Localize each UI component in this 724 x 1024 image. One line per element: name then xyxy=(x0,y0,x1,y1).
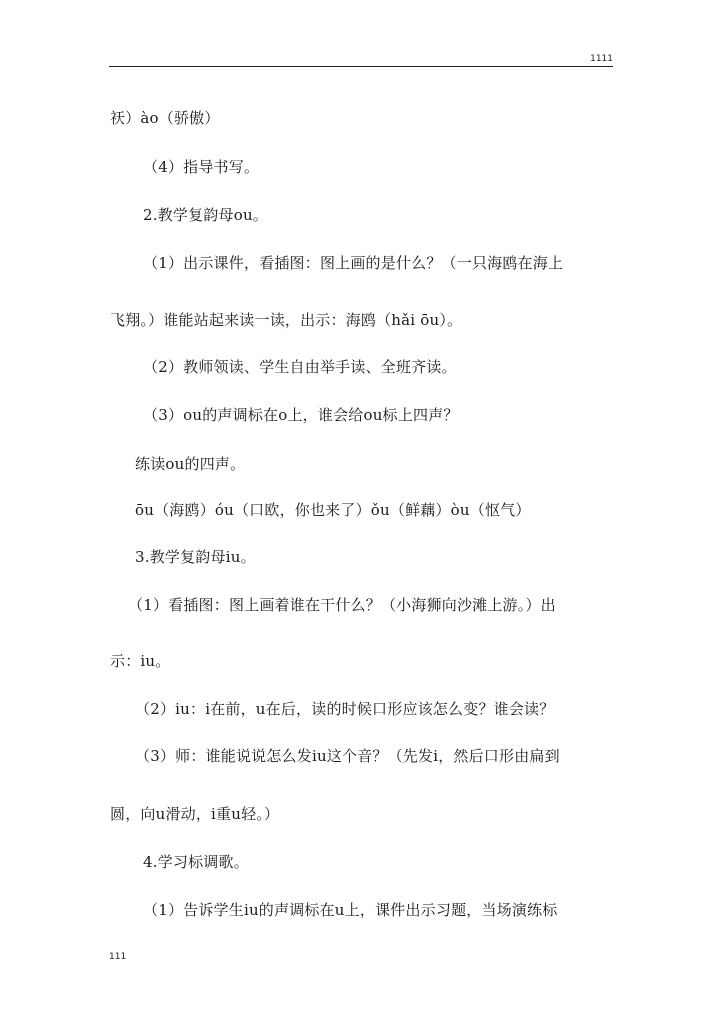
text-line: 2.教学复韵母ou。 xyxy=(143,206,269,224)
text-line: （4）指导书写。 xyxy=(143,158,260,176)
footer-page-number: 111 xyxy=(109,952,127,962)
header-rule xyxy=(109,66,613,67)
text-line: ōu（海鸥）óu（口欧，你也来了）ǒu（鲜藕）òu（怄气） xyxy=(135,501,531,519)
text-line: 飞翔。）谁能站起来读一读，出示：海鸥（hǎi ōu）。 xyxy=(110,311,463,329)
header-page-number: 1111 xyxy=(590,54,613,64)
text-line: （2）iu：i在前，u在后，读的时候口形应该怎么变？谁会读？ xyxy=(135,700,555,718)
text-line: 4.学习标调歌。 xyxy=(143,853,249,871)
text-line: 圆，向u滑动，i重u轻。） xyxy=(110,805,280,823)
text-line: 3.教学复韵母iu。 xyxy=(135,548,256,566)
text-line: 练读ou的四声。 xyxy=(135,455,246,473)
text-line: （1）看插图：图上画着谁在干什么？（小海狮向沙滩上游。）出 xyxy=(128,596,556,614)
text-line: （3）师：谁能说说怎么发iu这个音？（先发i，然后口形由扁到 xyxy=(135,747,560,765)
text-line: （1）告诉学生iu的声调标在u上，课件出示习题，当场演练标 xyxy=(143,901,558,919)
text-line: 示：iu。 xyxy=(110,652,171,670)
text-line: 祆）ào（骄傲） xyxy=(110,109,220,127)
text-line: （1）出示课件，看插图：图上画的是什么？（一只海鸥在海上 xyxy=(143,254,564,272)
text-line: （3）ou的声调标在o上，谁会给ou标上四声？ xyxy=(143,406,459,424)
text-line: （2）教师领读、学生自由举手读、全班齐读。 xyxy=(143,358,457,376)
